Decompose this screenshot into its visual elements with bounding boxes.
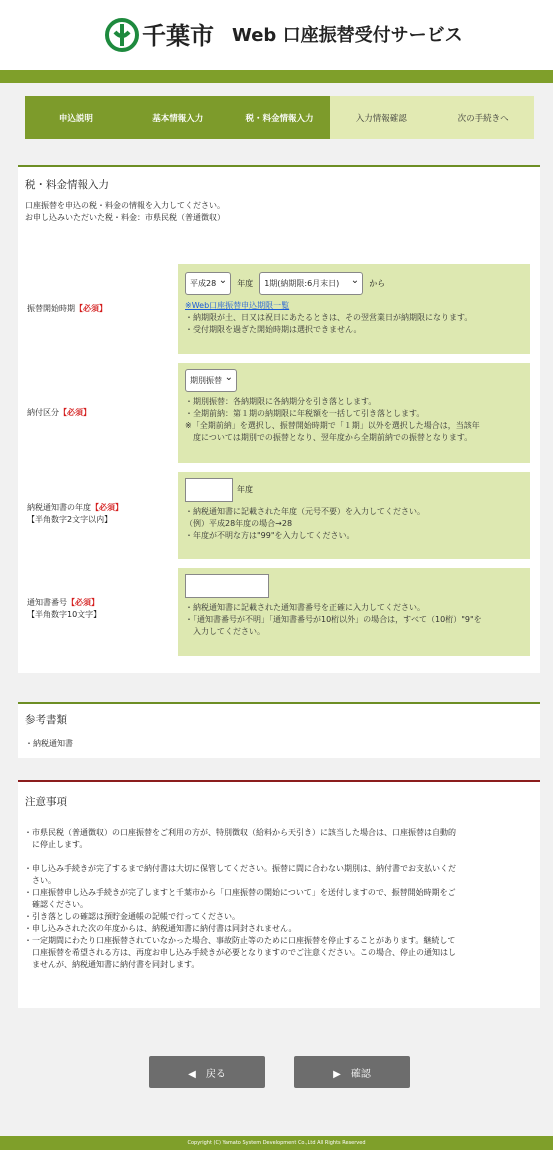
label-text: 納税通知書の年度 [27,503,91,512]
note-line: ・納税通知書に記載された年度（元号不要）を入力してください。 [185,507,425,516]
intro-tax-type: お申し込みいただいた税・料金：市県民税（普通徴収） [25,213,225,222]
required-mark: 【必須】 [67,598,99,607]
input-format-hint: 【半角数字2文字以内】 [27,515,113,524]
note-line: （例）平成28年度の場合→28 [185,519,293,528]
start-period-label [27,303,107,315]
label-text: 振替開始時期 [27,304,75,313]
input-format-hint: 【半角数字10文字】 [27,610,102,619]
notice-number-label [27,597,101,621]
note-line: 度については期別での振替となり、翌年度から全期前納での振替となります。 [185,433,473,442]
intro-text [25,200,225,224]
tax-info-panel [18,165,540,673]
fiscal-year-input[interactable] [185,478,233,502]
caution-line: ・申し込み手続きが完了するまで納付書は大切に保管してください。振替に間に合わない期別は、納付書でお支払いくだ [24,864,456,873]
caution-line: ・申し込みされた次の年度からは、納税通知書に納付書は同封されません。 [24,924,297,933]
caution-line: 口座振替を希望される方は、再度お申し込み手続きが必要となりますのでご注意ください。この場合、停止の通知はし [24,948,456,957]
year-suffix: 年度 [237,278,254,288]
notice-number-input[interactable] [185,574,269,598]
cautions-panel [18,780,540,1008]
note-line: ・全期前納：第１期の納期限に年税額を一括して引き落とします。 [185,409,425,418]
back-button[interactable]: ◀ 戻る [149,1056,265,1088]
deadline-list-link[interactable]: ※Web口座振替申込期限一覧 [185,301,290,310]
caution-line: ・口座振替申し込み手続きが完了しますと千葉市から「口座振替の開始について」を送付しますので、振替開始時期をご [24,888,456,897]
step-basic-info: 基本情報入力 [127,96,229,139]
step-next-procedure: 次の手続きへ [432,96,534,139]
footer-copyright: Copyright (C) Yamato System Development Co.,Ltd All Rights Reserved [0,1136,553,1150]
caution-line: 確認ください。 [24,900,88,909]
caution-line: さい。 [24,876,56,885]
site-header [0,0,553,70]
note-line: ・「通知書番号が不明」「通知書番号が10桁以外」の場合は，すべて（10桁）"9"を [185,615,482,624]
payment-type-field [178,363,530,463]
section-title: 参考書類 [25,714,67,726]
section-title: 税・料金情報入力 [25,179,109,191]
fiscal-year-label [27,502,123,526]
caution-line: ・引き落としの確認は預貯金通帳の記帳で行ってください。 [24,912,240,921]
chiba-city-logo-icon [105,18,139,52]
label-text: 通知書番号 [27,598,67,607]
required-mark: 【必須】 [91,503,123,512]
caution-line [24,851,536,863]
reference-item: ・納税通知書 [25,739,73,748]
intro-line: 口座振替を申込の税・料金の情報を入力してください。 [25,201,225,210]
caution-line: ・一定期間にわたり口座振替されていなかった場合、事故防止等のために口座振替を停止することがあります。継続して [24,936,456,945]
payment-type-select[interactable]: 期別振替 ⌄ [185,369,237,392]
year-suffix: 年度 [237,485,253,494]
fiscal-year-field [178,472,530,559]
confirm-button[interactable]: ▶ 確認 [294,1056,410,1088]
note-line: ・期別振替：各納期限に各納期分を引き落とします。 [185,397,377,406]
payment-type-label [27,407,91,419]
caution-line: ・市県民税（普通徴収）の口座振替をご利用の方が、特別徴収（給料から天引き）に該当した場合は、口座振替は自動的 [24,828,456,837]
note-line: 入力してください。 [185,627,265,636]
start-period-field [178,264,530,354]
label-text: 納付区分 [27,408,59,417]
caution-line: に停止します。 [24,840,88,849]
note-line: ・受付期限を過ぎた開始時期は選択できません。 [185,325,362,334]
notice-number-field [178,568,530,656]
note-line: ・納税通知書に記載された通知書番号を正確に入力してください。 [185,603,425,612]
note-line: ※「全期前納」を選択し、振替開始時期で「１期」以外を選択した場合は，当該年 [185,421,480,430]
note-line: ・年度が不明な方は"99"を入力してください。 [185,531,355,540]
from-text: から [369,278,386,288]
era-year-select[interactable]: 平成28 ⌄ [185,272,231,295]
required-mark: 【必須】 [75,304,107,313]
section-title: 注意事項 [25,796,67,808]
step-confirm-input: 入力情報確認 [330,96,432,139]
step-tax-info: 税・料金情報入力 [229,96,331,139]
reference-docs-panel [18,702,540,758]
city-name: 千葉市 [142,22,214,50]
period-select[interactable]: 1期(納期限:6月末日) ⌄ [259,272,363,295]
progress-steps [25,96,534,139]
caution-list [24,827,536,971]
header-divider [0,70,553,83]
service-title: Web 口座振替受付サービス [232,25,463,46]
required-mark: 【必須】 [59,408,91,417]
caution-line: ませんが、納税通知書に納付書を同封します。 [24,960,200,969]
note-line: ・納期限が土、日又は祝日にあたるときは、その翌営業日が納期限になります。 [185,313,473,322]
step-application-explanation: 申込説明 [25,96,127,139]
